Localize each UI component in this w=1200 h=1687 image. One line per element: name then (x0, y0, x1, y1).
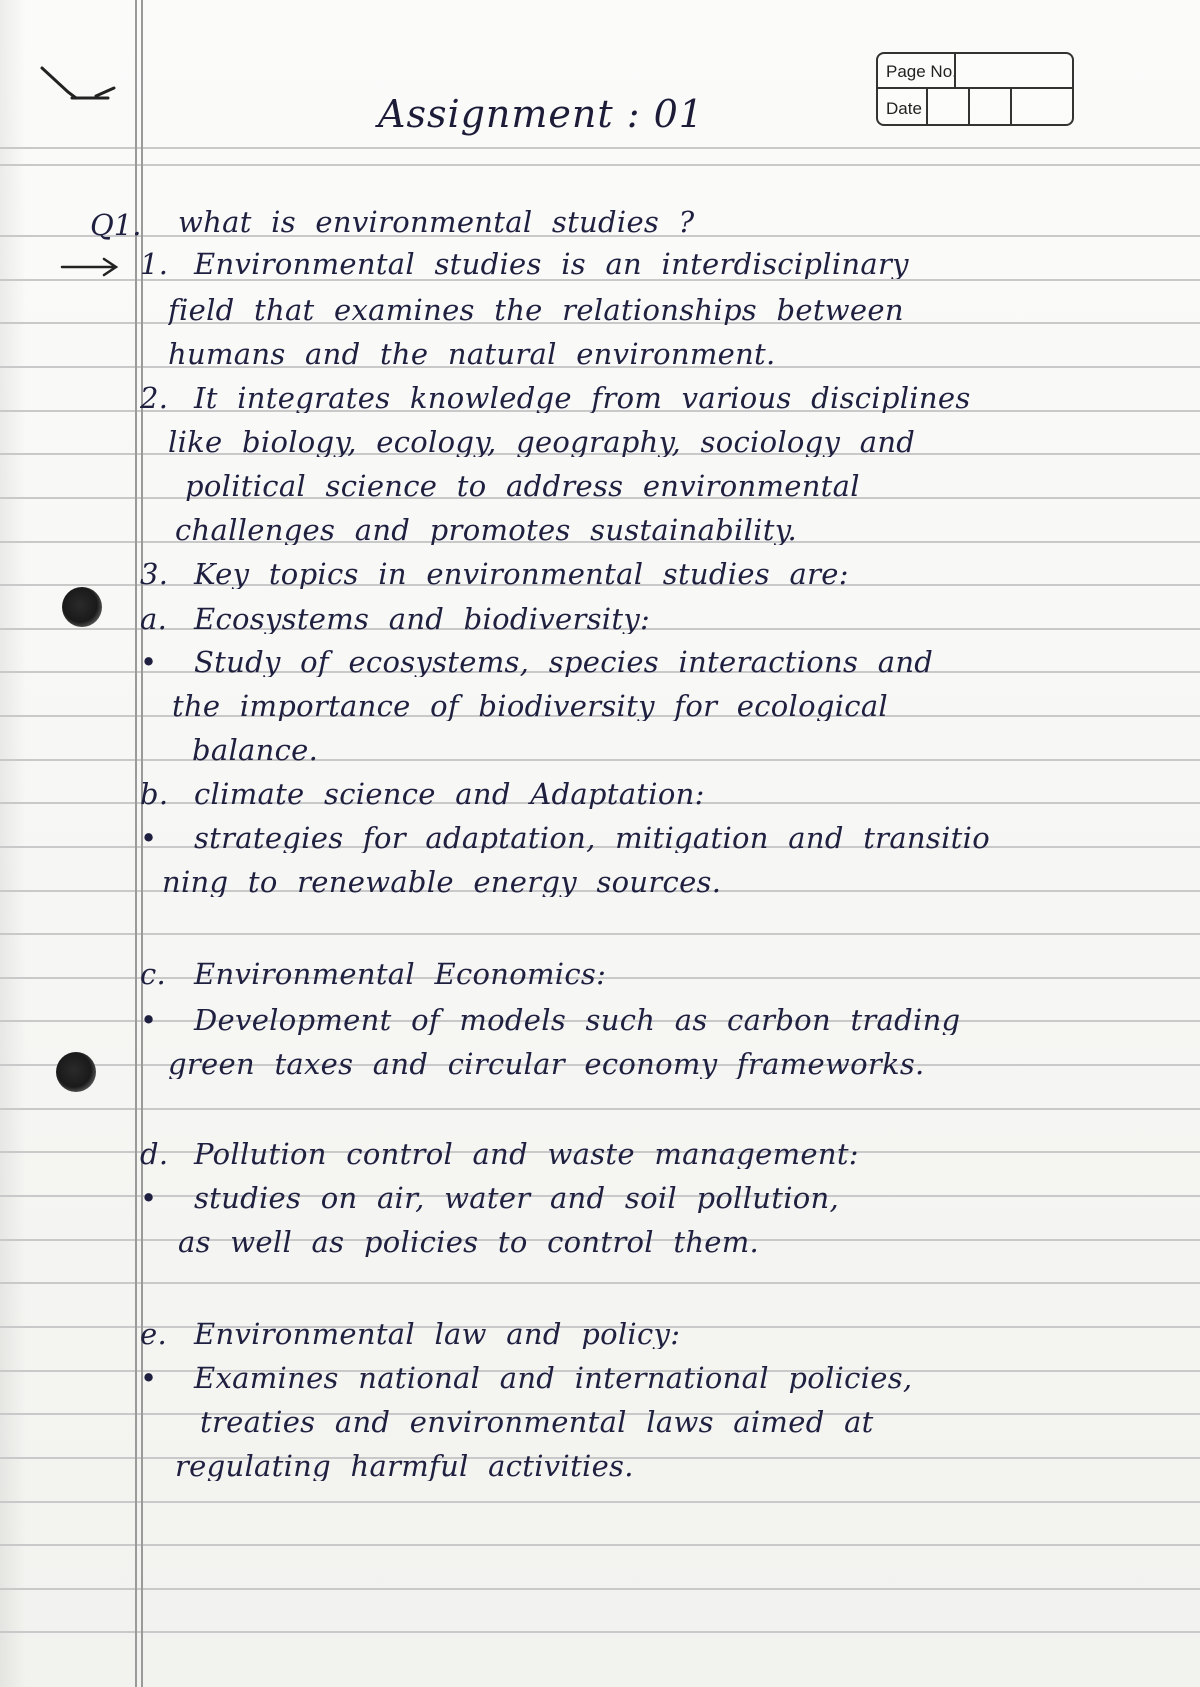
punch-hole (56, 1052, 96, 1092)
list-item: a. Ecosystems and biodiversity: (140, 605, 651, 634)
arrow-icon (60, 255, 120, 279)
list-item: e. Environmental law and policy: (140, 1320, 681, 1349)
list-item: field that examines the relationships between (168, 296, 904, 325)
list-item: • strategies for adaptation, mitigation and transitio (140, 824, 990, 853)
list-item: d. Pollution control and waste management: (140, 1140, 859, 1169)
list-item: • Development of models such as carbon trading (140, 1006, 961, 1035)
page-title: Assignment : 01 (378, 92, 704, 136)
question-text: what is environmental studies ? (178, 208, 695, 237)
page-no-date-box (876, 52, 1074, 126)
list-item: • Examines national and international policies, (140, 1364, 913, 1393)
list-item: the importance of biodiversity for ecological (172, 692, 888, 721)
list-item: • studies on air, water and soil pollution, (140, 1184, 840, 1213)
list-item: 2. It integrates knowledge from various disciplines (140, 384, 971, 413)
list-item: ning to renewable energy sources. (162, 868, 722, 897)
list-item: as well as policies to control them. (178, 1228, 760, 1257)
list-item: regulating harmful activities. (175, 1452, 634, 1481)
list-item: like biology, ecology, geography, sociology and (168, 428, 916, 457)
list-item: humans and the natural environment. (168, 340, 776, 369)
question-label: Q1. (90, 208, 142, 242)
date-label: Date (886, 99, 922, 118)
page-no-label: Page No. (886, 62, 957, 81)
check-mark-doodle (36, 58, 116, 128)
list-item: challenges and promotes sustainability. (175, 516, 798, 545)
list-item: • Study of ecosystems, species interactions and (140, 648, 934, 677)
list-item: b. climate science and Adaptation: (140, 780, 705, 809)
list-item: political science to address environmental (185, 472, 860, 501)
list-item: c. Environmental Economics: (140, 960, 607, 989)
list-item: 3. Key topics in environmental studies are: (140, 560, 849, 589)
list-item: 1. Environmental studies is an interdisciplinary (140, 250, 909, 279)
punch-hole (62, 587, 102, 627)
list-item: treaties and environmental laws aimed at (200, 1408, 874, 1437)
list-item: green taxes and circular economy frameworks. (168, 1050, 925, 1079)
list-item: balance. (192, 736, 319, 765)
